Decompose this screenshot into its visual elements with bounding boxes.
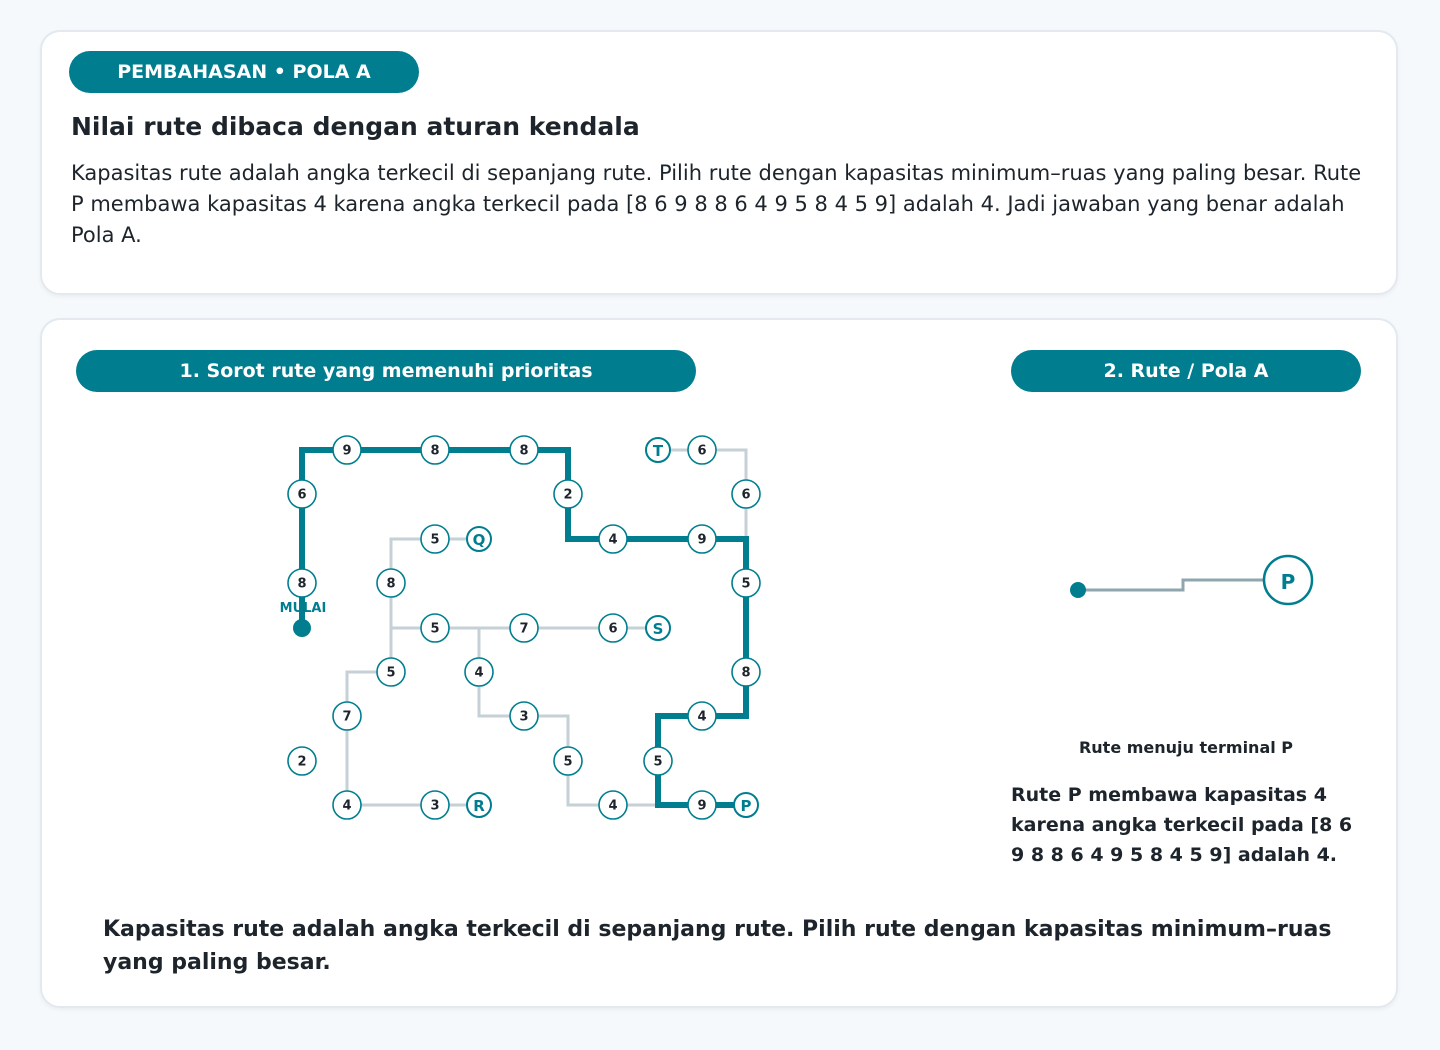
capacity-node-value: 3 xyxy=(519,709,529,725)
capacity-node xyxy=(333,791,361,819)
capacity-node xyxy=(510,614,538,642)
terminal-node xyxy=(646,438,670,462)
capacity-node-value: 5 xyxy=(741,576,751,592)
solution-card xyxy=(40,318,1398,1008)
pattern-start-dot xyxy=(1070,582,1086,598)
section1-header: 1. Sorot rute yang memenuhi prioritas xyxy=(76,350,696,392)
capacity-node-value: 8 xyxy=(519,443,529,459)
capacity-node xyxy=(688,791,716,819)
terminal-node xyxy=(467,793,491,817)
capacity-node-value: 9 xyxy=(697,532,707,548)
capacity-node xyxy=(599,614,627,642)
route-explanation: Rute P membawa kapasitas 4 karena angka terkecil pada [8 6 9 8 8 6 4 9 5 8 4 5 9] adalah 4. xyxy=(1011,784,1353,866)
capacity-node xyxy=(421,614,449,642)
capacity-node-value: 9 xyxy=(342,443,352,459)
footer-note: Kapasitas rute adalah angka terkecil di sepanjang rute. Pilih rute dengan kapasitas minimum–ruas yang paling besar. xyxy=(103,917,1332,975)
capacity-node-value: 5 xyxy=(386,665,396,681)
capacity-node-value: 2 xyxy=(297,754,307,770)
gray-edges xyxy=(347,450,746,805)
capacity-node xyxy=(465,658,493,686)
capacity-node-value: 4 xyxy=(697,709,707,725)
capacity-node-value: 6 xyxy=(697,443,707,459)
capacity-node-value: 6 xyxy=(741,487,751,503)
capacity-node-value: 7 xyxy=(342,709,352,725)
terminal-node-label: P xyxy=(740,797,752,815)
capacity-node xyxy=(288,480,316,508)
pattern-caption: Rute menuju terminal P xyxy=(1078,738,1294,757)
capacity-node-value: 4 xyxy=(608,532,618,548)
capacity-node xyxy=(732,480,760,508)
section2-header: 2. Rute / Pola A xyxy=(1011,350,1361,392)
capacity-node xyxy=(288,747,316,775)
capacity-node-value: 5 xyxy=(563,754,573,770)
terminal-node xyxy=(734,793,758,817)
capacity-nodes xyxy=(288,436,760,819)
capacity-node xyxy=(377,569,405,597)
capacity-node xyxy=(732,569,760,597)
route-puzzle-diagram xyxy=(42,320,1002,880)
capacity-node xyxy=(421,436,449,464)
terminal-node-label: R xyxy=(473,797,485,815)
pattern-line xyxy=(1078,580,1264,590)
capacity-node-value: 8 xyxy=(430,443,440,459)
capacity-node xyxy=(688,525,716,553)
capacity-node xyxy=(554,747,582,775)
capacity-node xyxy=(599,525,627,553)
capacity-node xyxy=(510,702,538,730)
capacity-node xyxy=(554,480,582,508)
capacity-node xyxy=(377,658,405,686)
capacity-node-value: 5 xyxy=(430,621,440,637)
capacity-node-value: 6 xyxy=(297,487,307,503)
capacity-node-value: 4 xyxy=(342,798,352,814)
capacity-node xyxy=(288,569,316,597)
capacity-node xyxy=(688,436,716,464)
pattern-a-diagram xyxy=(1011,530,1361,660)
explanation-title: Nilai rute dibaca dengan aturan kendala xyxy=(71,112,640,141)
capacity-node xyxy=(510,436,538,464)
capacity-node xyxy=(732,658,760,686)
capacity-node xyxy=(333,702,361,730)
capacity-node-value: 6 xyxy=(608,621,618,637)
explanation-card xyxy=(40,30,1398,295)
terminal-node xyxy=(646,616,670,640)
capacity-node-value: 8 xyxy=(741,665,751,681)
terminal-node-label: Q xyxy=(472,531,486,549)
start-dot xyxy=(293,619,311,637)
capacity-node-value: 9 xyxy=(697,798,707,814)
terminal-node-label: S xyxy=(652,620,664,638)
capacity-node-value: 7 xyxy=(519,621,529,637)
capacity-node-value: 8 xyxy=(297,576,307,592)
pattern-terminal-label: P xyxy=(1280,570,1296,594)
capacity-node xyxy=(599,791,627,819)
capacity-node xyxy=(421,791,449,819)
capacity-node-value: 3 xyxy=(430,798,440,814)
start-label: MULAI xyxy=(279,601,327,616)
capacity-node xyxy=(644,747,672,775)
capacity-node-value: 2 xyxy=(563,487,573,503)
edge-q-branch xyxy=(347,539,479,805)
terminal-node-label: T xyxy=(652,442,664,460)
capacity-node-value: 5 xyxy=(430,532,440,548)
edge-middle-branch xyxy=(479,628,658,805)
capacity-node-value: 5 xyxy=(653,754,663,770)
explanation-body: Kapasitas rute adalah angka terkecil di sepanjang rute. Pilih rute dengan kapasitas minimum–ruas yang paling besar. Rute P membawa kapasitas 4 karena angka terkecil pada [8 6 9 8 8 6 4 9 5 8 4 5 9] adalah 4. Jadi jawaban yang benar adalah Pola A. xyxy=(71,161,1362,247)
discussion-badge: PEMBAHASAN • POLA A xyxy=(69,51,419,93)
capacity-node-value: 4 xyxy=(608,798,618,814)
capacity-node xyxy=(421,525,449,553)
capacity-node xyxy=(333,436,361,464)
terminal-node xyxy=(467,527,491,551)
capacity-node-value: 4 xyxy=(474,665,484,681)
capacity-node-value: 8 xyxy=(386,576,396,592)
capacity-node xyxy=(688,702,716,730)
